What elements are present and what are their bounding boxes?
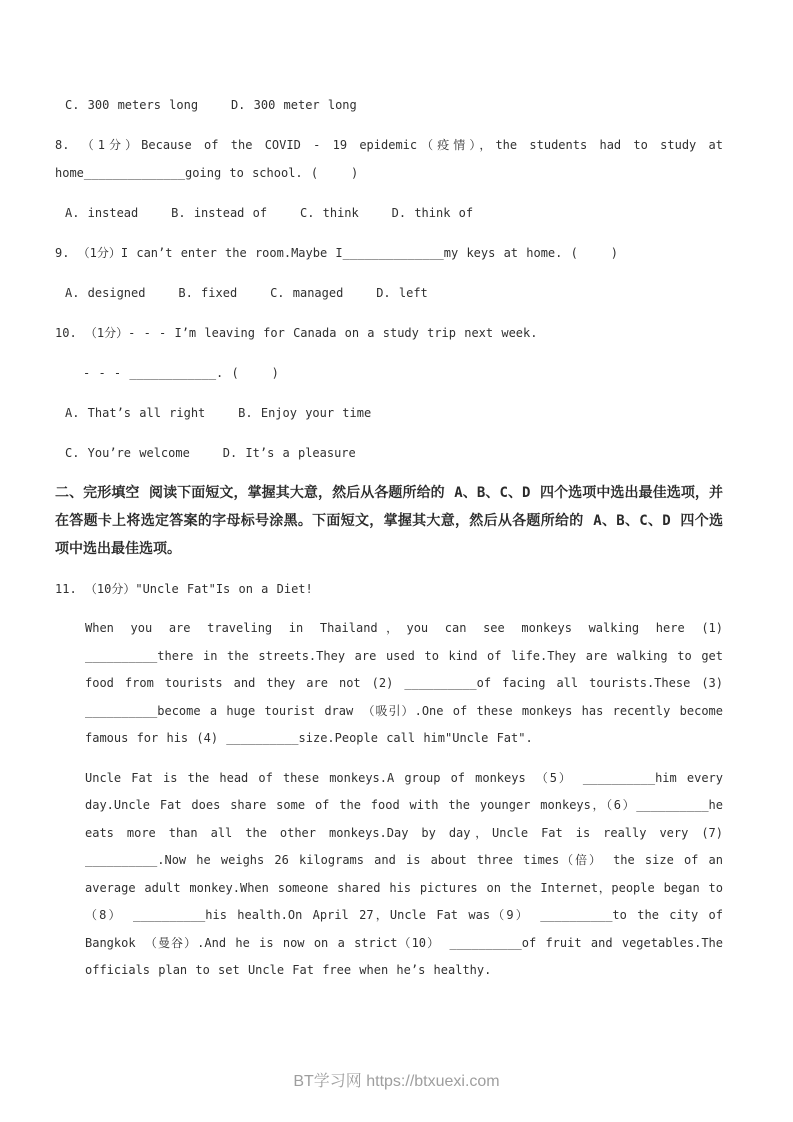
- question-11-passage-paragraph-2: Uncle Fat is the head of these monkeys.A group of monkeys （5） __________him every day.Uncle Fat does share some of the food with the younger monkeys，（6）__________he eats more than all the other monkeys.Day by day，Uncle Fat is really very (7) __________.Now he weighs 26 kilograms and is about three times（倍） the size of an average adult monkey.When someone shared his pictures on the Internet，people began to （8） __________his health.On April 27，Uncle Fat was（9） __________to the city of Bangkok （曼谷）.And he is now on a strict（10） __________of fruit and vegetables.The officials plan to set Uncle Fat free when he’s healthy.: [85, 770, 732, 977]
- question-10-options-ab: A. That’s all right B. Enjoy your time: [65, 406, 372, 420]
- section-two-cloze-instructions: 二、完形填空 阅读下面短文，掌握其大意，然后从各题所给的 A、B、C、D 四个选项中选出最佳选项，并在答题卡上将选定答案的字母标号涂黑。下面短文，掌握其大意，然后从各题所给的 A、B、C、D 四个选项中选出最佳选项。: [55, 485, 723, 557]
- question-7-options-cd: C. 300 meters long D. 300 meter long: [65, 98, 357, 112]
- question-9-stem: 9. （1分）I can’t enter the room.Maybe I______________my keys at home. ( ): [55, 246, 618, 260]
- question-8-stem: 8. （1分）Because of the COVID - 19 epidemic（疫情），the students had to study at home______________going to school. ( ): [55, 138, 732, 180]
- question-11-passage-paragraph-1: When you are traveling in Thailand，you can see monkeys walking here (1) __________there in the streets.They are used to kind of life.They are walking to get food from tourists and they are not (2) __________of facing all tourists.These (3) __________become a huge tourist draw （吸引）.One of these monkeys has recently become famous for his (4) __________size.People call him"Uncle Fat".: [85, 621, 732, 745]
- footer-site-text: BT学习网 https://btxuexi.com: [293, 1073, 500, 1090]
- question-9-options: A. designed B. fixed C. managed D. left: [65, 286, 428, 300]
- question-10-options-cd: C. You’re welcome D. It’s a pleasure: [65, 446, 356, 460]
- question-11-title: 11. （10分）"Uncle Fat"Is on a Diet!: [55, 582, 313, 596]
- question-10-stem: 10. （1分）- - - I’m leaving for Canada on a study trip next week.: [55, 326, 538, 340]
- question-8-options: A. instead B. instead of C. think D. think of: [65, 206, 474, 220]
- question-10-answer-blank: - - - ____________. ( ): [83, 366, 279, 380]
- footer-watermark: [0, 1068, 793, 1091]
